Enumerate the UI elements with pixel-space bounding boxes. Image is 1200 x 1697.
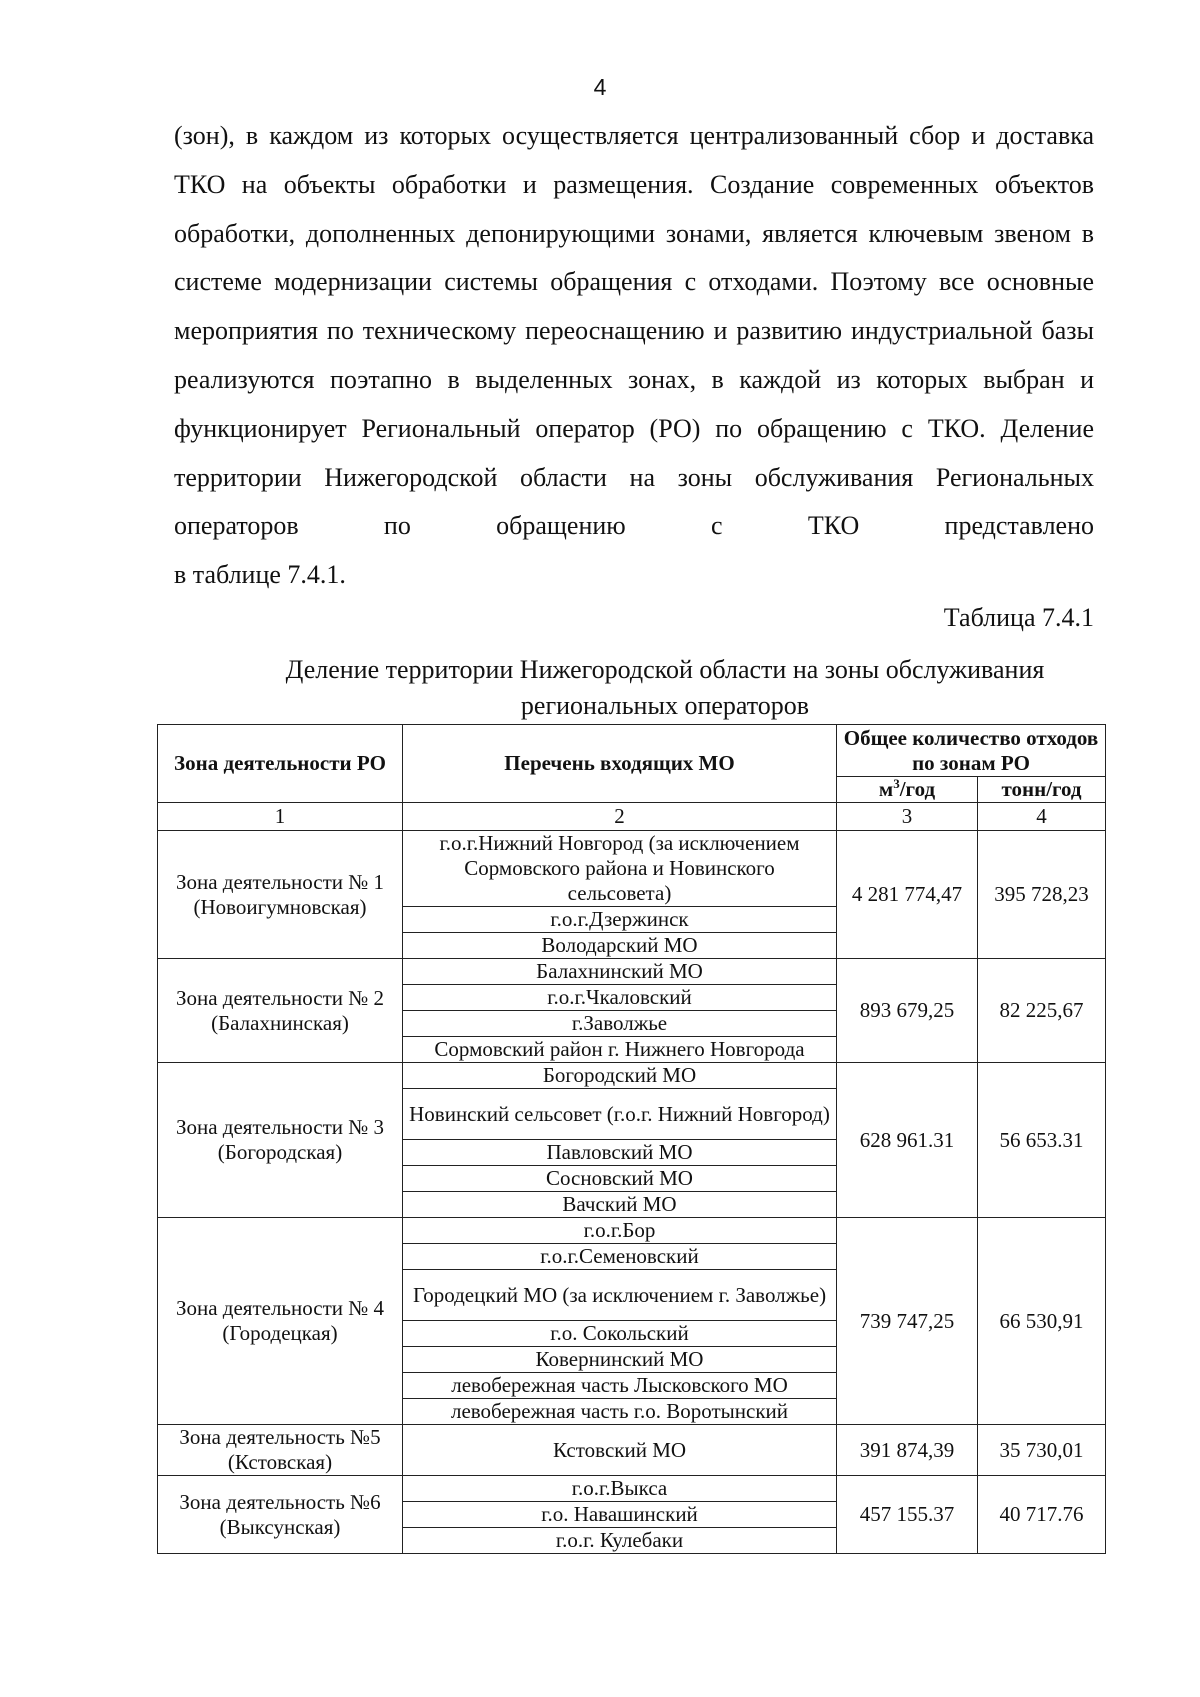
mo-cell: г.о.г.Семеновский	[403, 1244, 837, 1270]
header-total: Общее количество отходов по зонам РО	[837, 725, 1106, 777]
mo-cell: Кстовский МО	[403, 1425, 837, 1476]
volume-m3-cell: 739 747,25	[837, 1218, 978, 1425]
column-number: 4	[978, 803, 1106, 831]
mo-cell: г.о.г.Чкаловский	[403, 985, 837, 1011]
paragraph-last-line: в таблице 7.4.1.	[174, 560, 346, 590]
mo-cell: Сормовский район г. Нижнего Новгорода	[403, 1037, 837, 1063]
mo-cell: Балахнинский МО	[403, 959, 837, 985]
mo-cell: левобережная часть г.о. Воротынский	[403, 1399, 837, 1425]
header-mo-list: Перечень входящих МО	[403, 725, 837, 803]
volume-tons-cell: 40 717.76	[978, 1476, 1106, 1554]
column-number: 1	[158, 803, 403, 831]
zone-name-cell	[158, 1425, 403, 1476]
volume-tons-cell: 35 730,01	[978, 1425, 1106, 1476]
table-number: Таблица 7.4.1	[943, 603, 1094, 632]
mo-cell: Вачский МО	[403, 1192, 837, 1218]
header-tons: тонн/год	[978, 777, 1106, 803]
zone-name: Зона деятельности № 3	[175, 1115, 385, 1139]
volume-tons-cell: 82 225,67	[978, 959, 1106, 1063]
header-zone: Зона деятельности РО	[158, 725, 403, 803]
table-title-line: Деление территории Нижегородской области на зоны обслуживания	[285, 655, 1045, 684]
zone-name: Зона деятельность №5	[179, 1425, 381, 1449]
zone-subtitle: (Богородская)	[217, 1140, 343, 1164]
table-row	[158, 1425, 1106, 1476]
table-row	[158, 831, 1106, 907]
mo-cell: г.о.г.Дзержинск	[403, 907, 837, 933]
zone-name: Зона деятельность №6	[179, 1489, 381, 1514]
volume-m3-cell: 893 679,25	[837, 959, 978, 1063]
mo-cell: Павловский МО	[403, 1140, 837, 1166]
column-number: 3	[837, 803, 978, 831]
zone-subtitle: (Новоигумновская)	[193, 894, 367, 919]
zone-name-cell	[158, 1218, 403, 1425]
mo-cell: Володарский МО	[403, 933, 837, 959]
volume-tons-cell: 56 653.31	[978, 1063, 1106, 1218]
table-row	[158, 1063, 1106, 1089]
table-row	[158, 959, 1106, 985]
volume-m3-cell: 457 155.37	[837, 1476, 978, 1554]
zone-subtitle: (Балахнинская)	[211, 1010, 349, 1035]
zone-subtitle: (Выксунская)	[219, 1514, 341, 1539]
column-number-row	[158, 803, 1106, 831]
mo-cell: г.о.г.Выкса	[403, 1476, 837, 1502]
volume-m3-cell: 391 874,39	[837, 1425, 978, 1476]
body-paragraph	[174, 112, 1094, 600]
mo-cell: Сосновский МО	[403, 1166, 837, 1192]
table-title-line: региональных операторов	[520, 691, 810, 720]
zone-name: Зона деятельности № 4	[175, 1296, 385, 1320]
zone-subtitle: (Кстовская)	[227, 1450, 333, 1474]
mo-cell: г.о.г.Бор	[403, 1218, 837, 1244]
mo-cell: г.о.г. Кулебаки	[403, 1528, 837, 1554]
zone-name: Зона деятельности № 2	[175, 985, 385, 1010]
paragraph-text: (зон), в каждом из которых осуществляется централизованный сбор и доставка ТКО на объекты обработки и размещения. Создание современных объектов обработки, дополненных депонирующими зонами, является ключевым звеном в системе модернизации системы обращения с отходами. Поэтому все основные мероприятия по техническому переоснащению и развитию индустриальной базы реализуются поэтапно в выделенных зонах, в каждой из которых выбран и функционирует Региональный оператор (РО) по обращению с ТКО. Деление территории Нижегородской области на зоны обслуживания Региональных операторов по обращению с ТКО представлено	[174, 121, 1094, 541]
volume-tons-cell: 395 728,23	[978, 831, 1106, 959]
column-number: 2	[403, 803, 837, 831]
zone-name-cell	[158, 831, 403, 959]
mo-cell: Городецкий МО (за исключением г. Заволжье)	[403, 1270, 837, 1321]
zone-name-cell	[158, 1063, 403, 1218]
zone-name: Зона деятельности № 1	[175, 869, 385, 894]
table-title	[190, 652, 1140, 724]
table-row	[158, 1218, 1106, 1244]
mo-cell: Новинский сельсовет (г.о.г. Нижний Новгород)	[403, 1089, 837, 1140]
zone-name-cell	[158, 959, 403, 1063]
header-m3: $м^3$/год	[837, 777, 978, 803]
mo-cell: г.Заволжье	[403, 1011, 837, 1037]
volume-m3-cell: 4 281 774,47	[837, 831, 978, 959]
mo-cell: г.о. Навашинский	[403, 1502, 837, 1528]
mo-cell: левобережная часть Лысковского МО	[403, 1373, 837, 1399]
mo-cell: г.о. Сокольский	[403, 1321, 837, 1347]
table-row	[158, 1476, 1106, 1502]
page-number: 4	[593, 74, 607, 100]
mo-cell: Ковернинский МО	[403, 1347, 837, 1373]
zone-subtitle: (Городецкая)	[222, 1321, 338, 1345]
zones-table	[157, 724, 1106, 1554]
volume-m3-cell: 628 961.31	[837, 1063, 978, 1218]
volume-tons-cell: 66 530,91	[978, 1218, 1106, 1425]
mo-cell: Богородский МО	[403, 1063, 837, 1089]
mo-cell: г.о.г.Нижний Новгород (за исключением Сормовского района и Новинского сельсовета)	[403, 831, 837, 907]
zone-name-cell	[158, 1476, 403, 1554]
